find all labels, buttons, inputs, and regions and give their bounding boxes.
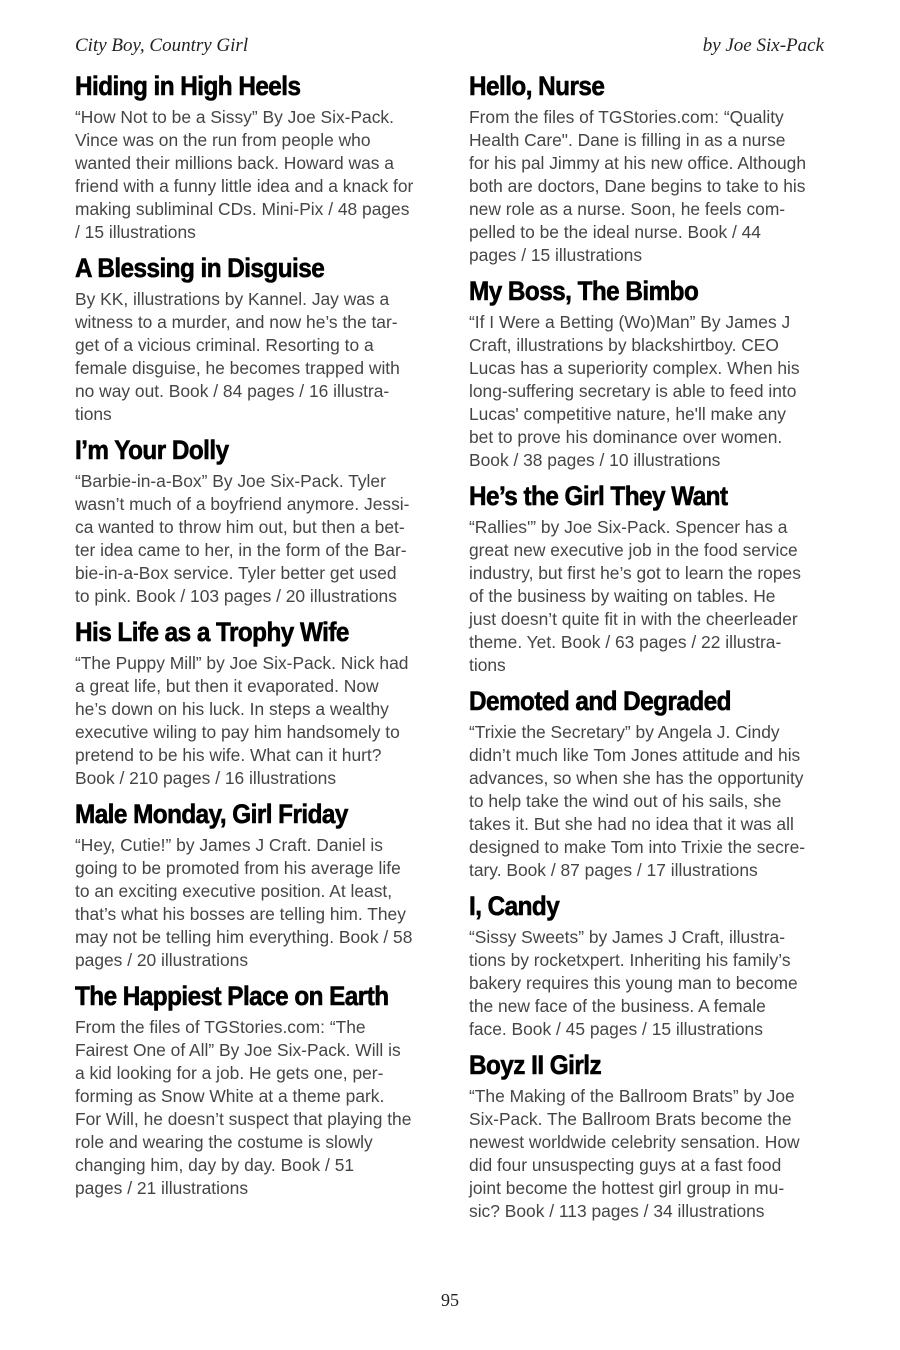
description-line: “If I Were a Betting (Wo)Man” By James J (469, 312, 791, 332)
catalog-entry (469, 68, 839, 267)
description-line: long-suffering secretary is able to feed into (469, 381, 797, 401)
description-line: may not be telling him everything. Book / 58 (75, 927, 413, 947)
description-line: for his pal Jimmy at his new office. Although (469, 153, 807, 173)
description-line: takes it. But she had no idea that it was all (469, 814, 794, 834)
description-line: no way out. Book / 84 pages / 16 illustra- (75, 381, 390, 401)
description-line: “How Not to be a Sissy” By Joe Six-Pack. (75, 107, 394, 127)
description-line: Lucas has a superiority complex. When his (469, 358, 800, 378)
catalog-entry (75, 978, 445, 1200)
description-line: didn’t much like Tom Jones attitude and his (469, 745, 801, 765)
description-line: / 15 illustrations (75, 222, 196, 242)
description-line: did four unsuspecting guys at a fast food (469, 1155, 782, 1175)
description-line: ter idea came to her, in the form of the Bar- (75, 540, 407, 560)
description-line: Health Care". Dane is filling in as a nurse (469, 130, 786, 150)
description-line: joint become the hottest girl group in mu- (469, 1178, 785, 1198)
catalog-entry (469, 1047, 839, 1223)
description-line: of the business by waiting on tables. He (469, 586, 776, 606)
entry-description (75, 106, 445, 244)
entry-title: Demoted and Degraded (469, 686, 731, 716)
description-line: he’s down on his luck. In steps a wealthy (75, 699, 389, 719)
entry-title: A Blessing in Disguise (75, 253, 325, 283)
description-line: ca wanted to throw him out, but then a bet- (75, 517, 405, 537)
entry-description (469, 516, 839, 677)
description-line: the new face of the business. A female (469, 996, 766, 1016)
left-column (75, 68, 445, 1206)
entry-title: His Life as a Trophy Wife (75, 617, 349, 647)
description-line: Book / 210 pages / 16 illustrations (75, 768, 337, 788)
description-line: “The Puppy Mill” by Joe Six-Pack. Nick had (75, 653, 409, 673)
description-line: both are doctors, Dane begins to take to his (469, 176, 806, 196)
entry-description (469, 926, 839, 1041)
description-line: From the files of TGStories.com: “Quality (469, 107, 784, 127)
description-line: designed to make Tom into Trixie the secre- (469, 837, 806, 857)
running-header-title: City Boy, Country Girl (75, 35, 249, 56)
entry-title: Boyz II Girlz (469, 1050, 602, 1080)
description-line: a kid looking for a job. He gets one, per- (75, 1063, 384, 1083)
description-line: to help take the wind out of his sails, she (469, 791, 782, 811)
entry-title: The Happiest Place on Earth (75, 981, 389, 1011)
description-line: Fairest One of All” By Joe Six-Pack. Will is (75, 1040, 401, 1060)
description-line: “Trixie the Secretary” by Angela J. Cindy (469, 722, 780, 742)
description-line: wasn’t much of a boyfriend anymore. Jessi- (75, 494, 410, 514)
description-line: forming as Snow White at a theme park. (75, 1086, 385, 1106)
description-line: making subliminal CDs. Mini-Pix / 48 pages (75, 199, 410, 219)
description-line: tions (75, 404, 112, 424)
entry-description (75, 1016, 445, 1200)
description-line: Six-Pack. The Ballroom Brats become the (469, 1109, 792, 1129)
description-line: theme. Yet. Book / 63 pages / 22 illustra- (469, 632, 782, 652)
description-line: By KK, illustrations by Kannel. Jay was a (75, 289, 390, 309)
description-line: tions (469, 655, 506, 675)
entry-title: Male Monday, Girl Friday (75, 799, 348, 829)
catalog-entry (469, 683, 839, 882)
description-line: wanted their millions back. Howard was a (75, 153, 394, 173)
entry-description (469, 106, 839, 267)
description-line: pages / 20 illustrations (75, 950, 249, 970)
description-line: “Rallies'” by Joe Six-Pack. Spencer has a (469, 517, 788, 537)
description-line: face. Book / 45 pages / 15 illustrations (469, 1019, 763, 1039)
entry-description (469, 721, 839, 882)
catalog-entry (75, 614, 445, 790)
description-line: role and wearing the costume is slowly (75, 1132, 373, 1152)
description-line: changing him, day by day. Book / 51 (75, 1155, 355, 1175)
description-line: going to be promoted from his average life (75, 858, 401, 878)
description-line: advances, so when she has the opportunity (469, 768, 804, 788)
description-line: get of a vicious criminal. Resorting to a (75, 335, 374, 355)
catalog-entry (469, 273, 839, 472)
catalog-entry (469, 888, 839, 1041)
description-line: tions by rocketxpert. Inheriting his family’s (469, 950, 791, 970)
description-line: Vince was on the run from people who (75, 130, 371, 150)
entry-description (469, 1085, 839, 1223)
description-line: bie-in-a-Box service. Tyler better get used (75, 563, 397, 583)
description-line: sic? Book / 113 pages / 34 illustrations (469, 1201, 765, 1221)
entry-description (75, 652, 445, 790)
entry-title: Hello, Nurse (469, 71, 605, 101)
description-line: “Hey, Cutie!” by James J Craft. Daniel is (75, 835, 383, 855)
entry-title: Hiding in High Heels (75, 71, 301, 101)
catalog-entry (75, 250, 445, 426)
description-line: just doesn’t quite fit in with the cheerleader (469, 609, 798, 629)
description-line: Book / 38 pages / 10 illustrations (469, 450, 721, 470)
description-line: tary. Book / 87 pages / 17 illustrations (469, 860, 758, 880)
page-number: 95 (441, 1290, 459, 1310)
catalog-entry (75, 68, 445, 244)
description-line: newest worldwide celebrity sensation. How (469, 1132, 800, 1152)
entry-description (469, 311, 839, 472)
description-line: “Barbie-in-a-Box” By Joe Six-Pack. Tyler (75, 471, 386, 491)
description-line: “The Making of the Ballroom Brats” by Joe (469, 1086, 795, 1106)
description-line: executive wiling to pay him handsomely to (75, 722, 400, 742)
running-header-author: by Joe Six-Pack (702, 35, 824, 56)
description-line: that’s what his bosses are telling him. They (75, 904, 406, 924)
description-line: For Will, he doesn’t suspect that playing the (75, 1109, 412, 1129)
description-line: From the files of TGStories.com: “The (75, 1017, 366, 1037)
description-line: pelled to be the ideal nurse. Book / 44 (469, 222, 761, 242)
description-line: bet to prove his dominance over women. (469, 427, 783, 447)
catalog-entry (469, 478, 839, 677)
description-line: new role as a nurse. Soon, he feels com- (469, 199, 786, 219)
description-line: to an exciting executive position. At least, (75, 881, 393, 901)
entry-title: I’m Your Dolly (75, 435, 229, 465)
description-line: witness to a murder, and now he’s the tar- (75, 312, 398, 332)
right-column (469, 68, 839, 1229)
description-line: bakery requires this young man to become (469, 973, 798, 993)
catalog-entry (75, 432, 445, 608)
description-line: female disguise, he becomes trapped with (75, 358, 400, 378)
description-line: industry, but first he’s got to learn the ropes (469, 563, 801, 583)
entry-title: He’s the Girl They Want (469, 481, 728, 511)
description-line: to pink. Book / 103 pages / 20 illustrations (75, 586, 397, 606)
description-line: pages / 15 illustrations (469, 245, 643, 265)
description-line: pretend to be his wife. What can it hurt? (75, 745, 382, 765)
description-line: pages / 21 illustrations (75, 1178, 249, 1198)
description-line: Craft, illustrations by blackshirtboy. CEO (469, 335, 779, 355)
entry-description (75, 288, 445, 426)
description-line: “Sissy Sweets” by James J Craft, illustra- (469, 927, 785, 947)
catalog-entry (75, 796, 445, 972)
description-line: friend with a funny little idea and a knack for (75, 176, 414, 196)
entry-description (75, 834, 445, 972)
entry-title: My Boss, The Bimbo (469, 276, 699, 306)
description-line: Lucas' competitive nature, he'll make any (469, 404, 786, 424)
entry-description (75, 470, 445, 608)
description-line: a great life, but then it evaporated. Now (75, 676, 379, 696)
entry-title: I, Candy (469, 891, 560, 921)
description-line: great new executive job in the food service (469, 540, 798, 560)
